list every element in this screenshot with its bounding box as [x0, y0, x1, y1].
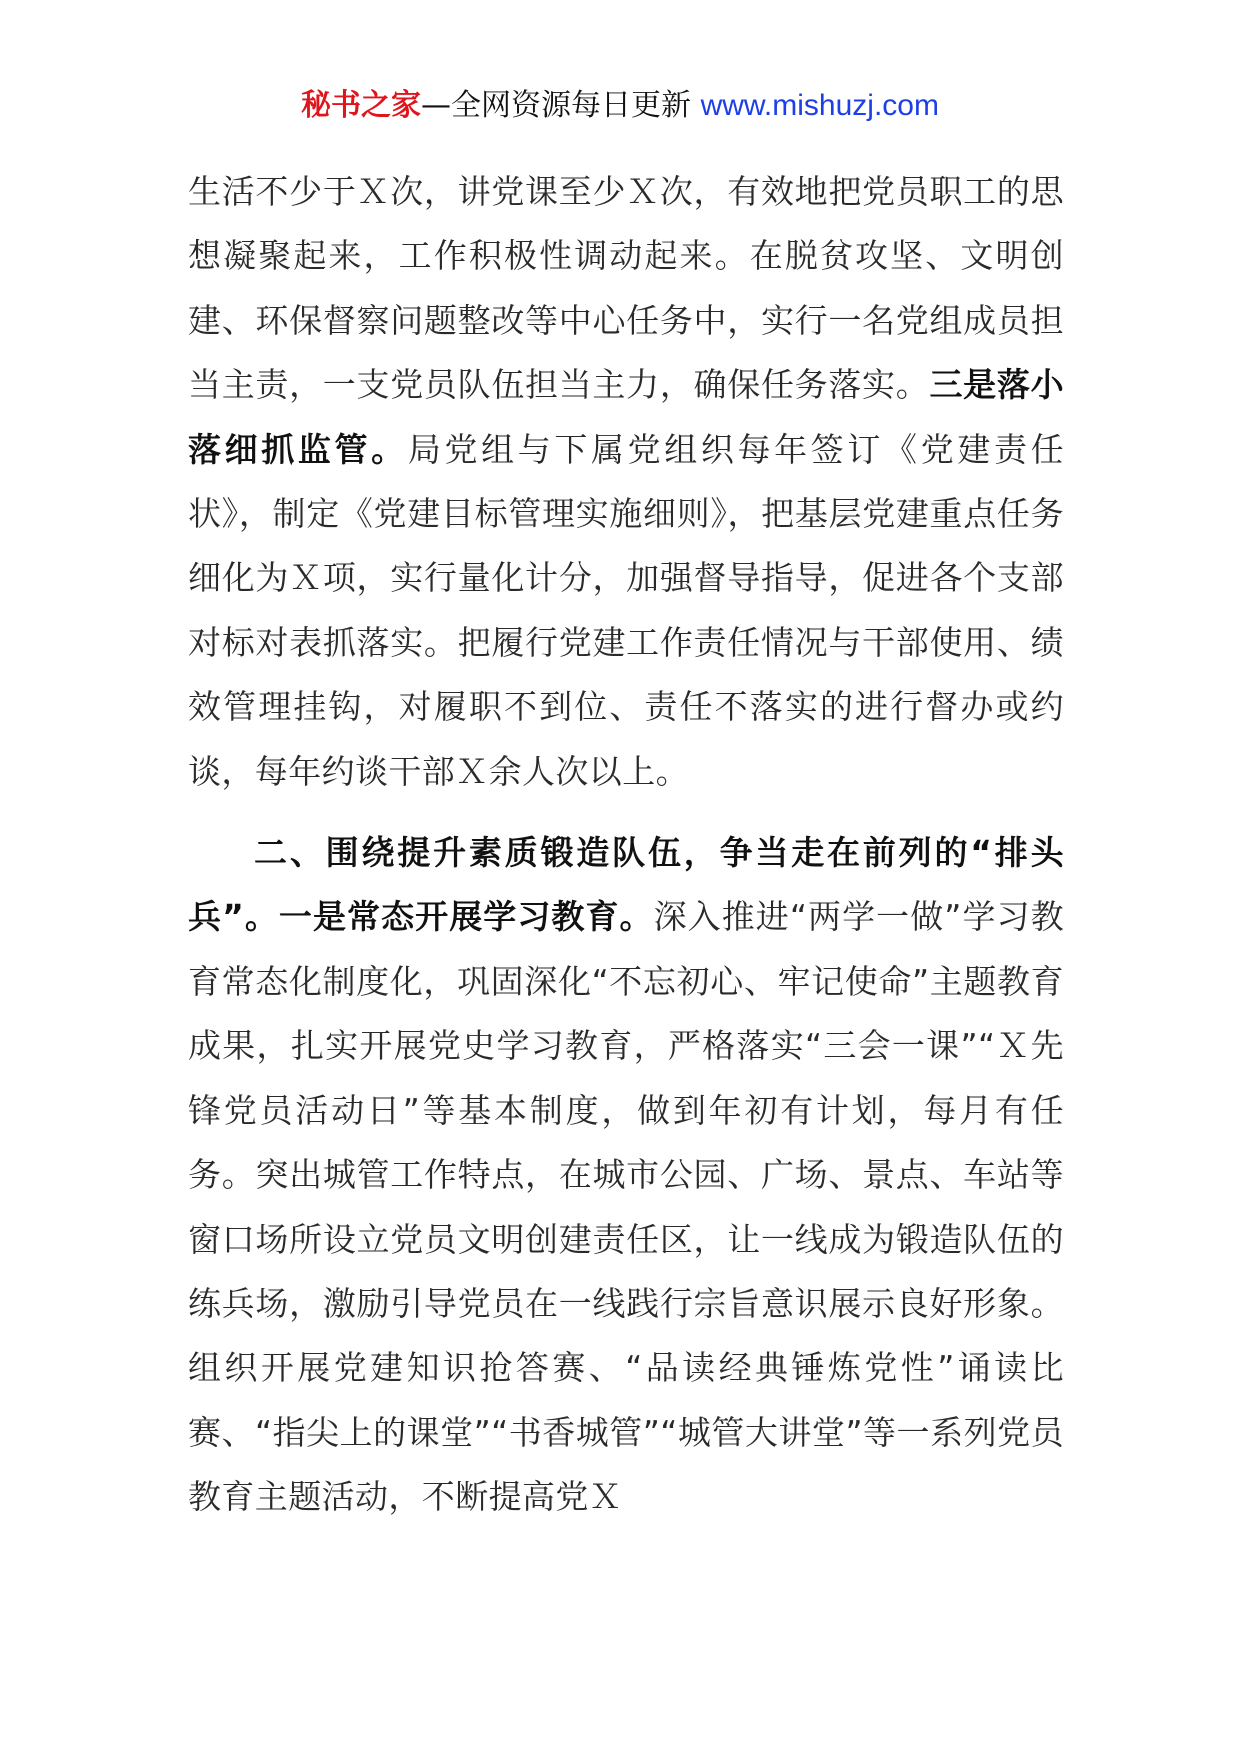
paragraph-1 [188, 160, 1064, 804]
paragraph-1-bold-heading: 三是落小落细抓监管。 [188, 365, 1064, 469]
site-brand: 秘书之家 [301, 88, 422, 123]
paragraph-1-text-continued: 局党组与下属党组织每年签订《党建责任状》，制定《党建目标管理实施细则》，把基层党建重点任务细化为Ｘ项，实行量化计分，加强督导指导，促进各个支部对标对表抓落实。把履行党建工作责任情况与干部使用、绩效管理挂钩，对履职不到位、责任不落实的进行督办或约谈，每年约谈干部Ｘ余人次以上。 [188, 429, 1064, 791]
document-body [188, 160, 1064, 1530]
site-tagline: —全网资源每日更新 [421, 88, 692, 123]
site-url-link[interactable]: www.mishuzj.com [700, 89, 939, 122]
paragraph-2-bold-heading: 一是常态开展学习教育。 [278, 897, 654, 937]
paragraph-1-text: 生活不少于Ｘ次，讲党课至少Ｘ次，有效地把党员职工的思想凝聚起来，工作积极性调动起来。在脱贫攻坚、文明创建、环保督察问题整改等中心任务中，实行一名党组成员担当主责，一支党员队伍担当主力，确保任务落实。 [188, 172, 1064, 405]
paragraph-2 [188, 821, 1064, 1529]
section-heading: 二、围绕提升素质锻造队伍，争当走在前列的“排头兵”。 [188, 833, 1064, 937]
site-header [0, 84, 1240, 128]
paragraph-2-text: 深入推进“两学一做”学习教育常态化制度化，巩固深化“不忘初心、牢记使命”主题教育成果，扎实开展党史学习教育，严格落实“三会一课”“Ｘ先锋党员活动日”等基本制度，做到年初有计划，每月有任务。突出城管工作特点，在城市公园、广场、景点、车站等窗口场所设立党员文明创建责任区，让一线成为锻造队伍的练兵场，激励引导党员在一线践行宗旨意识展示良好形象。组织开展党建知识抢答赛、“品读经典锤炼党性”诵读比赛、“指尖上的课堂”“书香城管”“城管大讲堂”等一系列党员教育主题活动，不断提高党Ｘ [188, 897, 1064, 1517]
